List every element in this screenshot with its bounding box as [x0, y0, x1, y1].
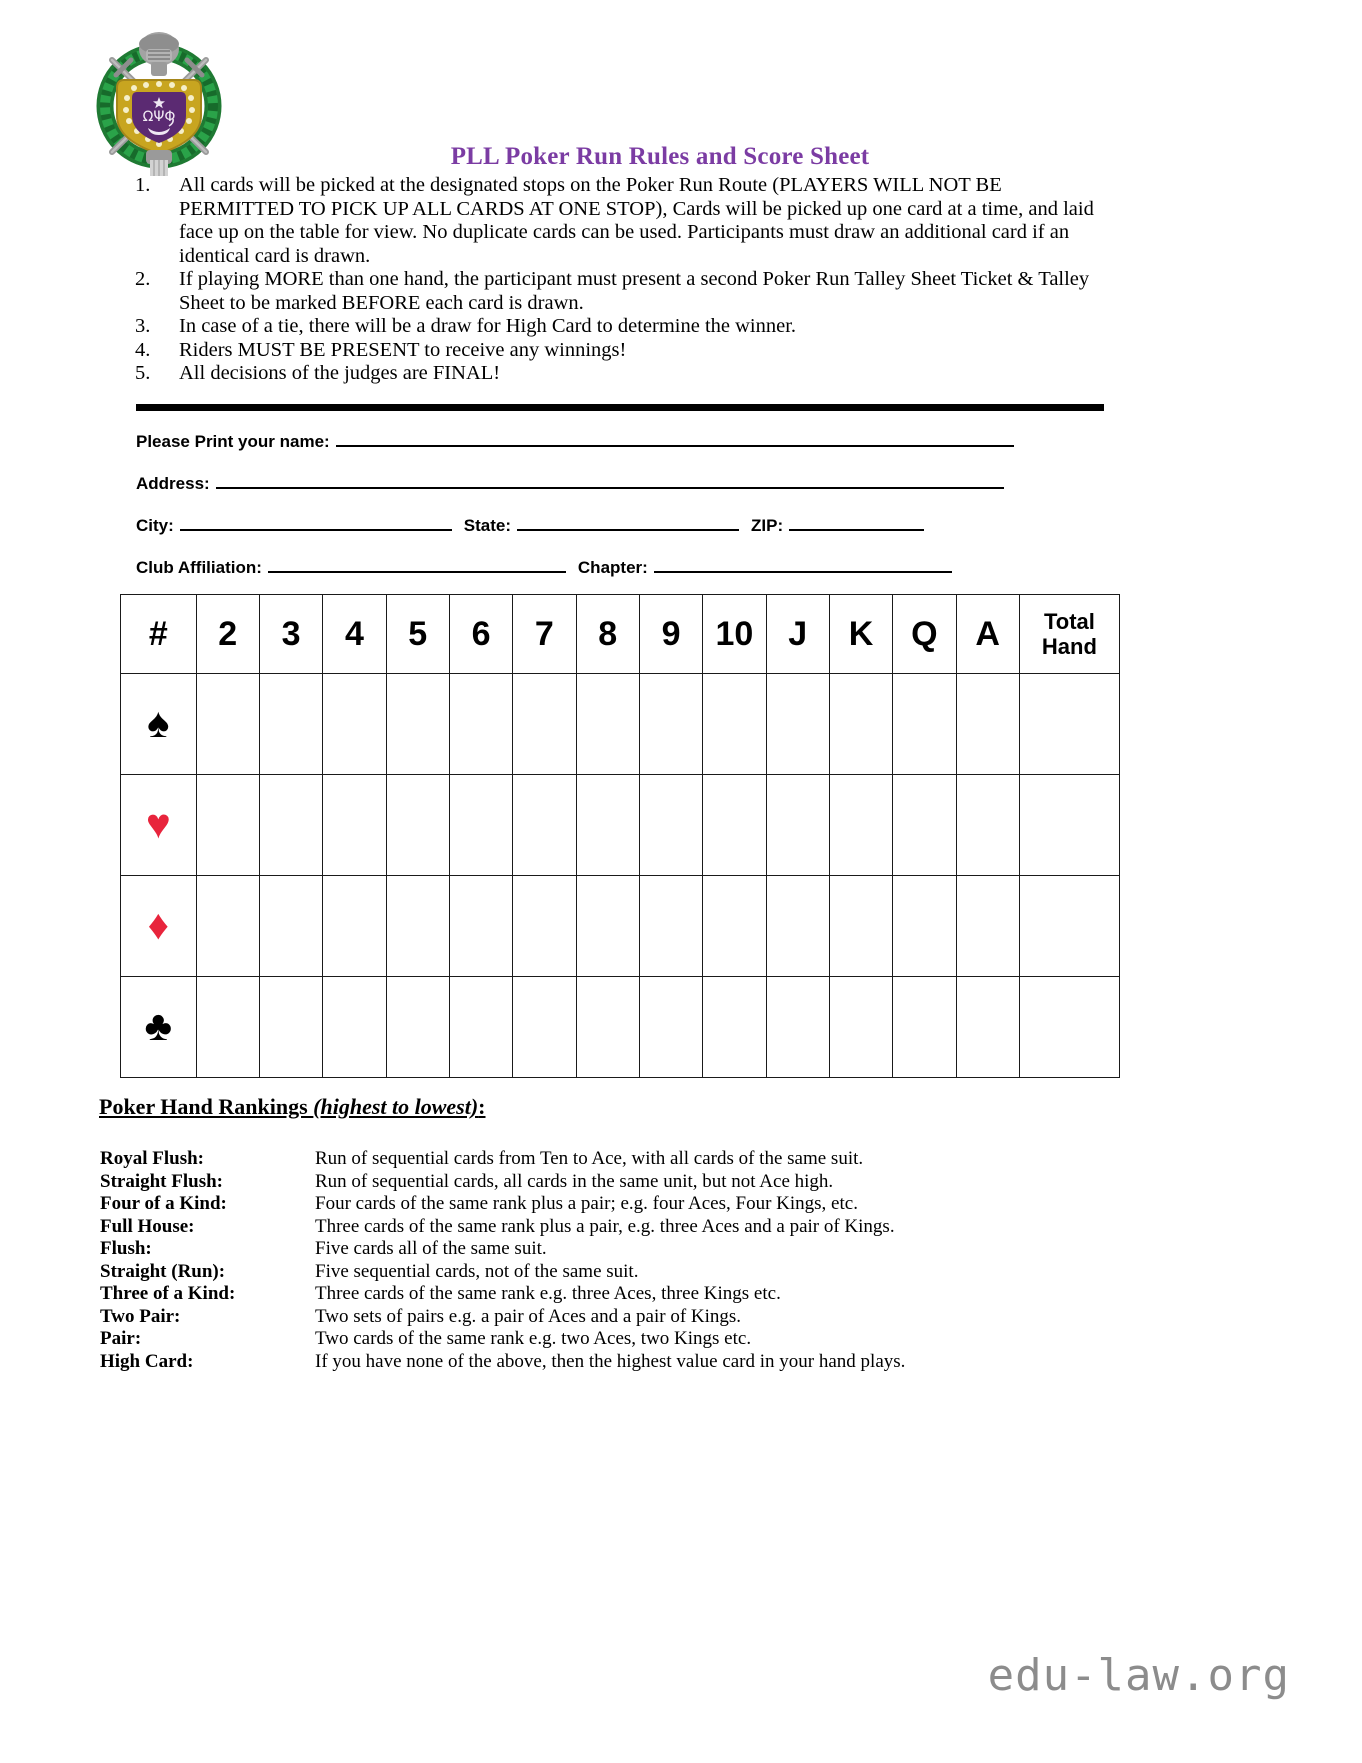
club-affiliation-label: Club Affiliation:	[136, 558, 262, 577]
score-cell[interactable]	[386, 876, 449, 977]
rank-name: Four of a Kind:	[100, 1193, 227, 1214]
header-cell-8: 8	[576, 595, 639, 674]
score-table	[120, 594, 1120, 1078]
score-cell[interactable]	[449, 775, 512, 876]
rankings-heading-tail: :	[478, 1094, 486, 1119]
rank-name: Flush:	[100, 1238, 152, 1259]
state-input[interactable]	[517, 514, 739, 531]
rank-description: Two cards of the same rank e.g. two Aces, two Kings etc.	[315, 1328, 752, 1349]
rule-number: 5.	[135, 362, 151, 384]
rules-list	[127, 174, 1105, 386]
total-label-line2: Hand	[1041, 634, 1097, 659]
rank-description: Three cards of the same rank e.g. three Aces, three Kings etc.	[315, 1283, 781, 1304]
header-cell-king: K	[829, 595, 892, 674]
list-item	[100, 1283, 1100, 1306]
header-cell-9: 9	[639, 595, 702, 674]
rule-text: All decisions of the judges are FINAL!	[179, 362, 501, 384]
club-affiliation-input[interactable]	[268, 556, 566, 573]
list-item	[100, 1171, 1100, 1194]
header-cell-ace: A	[956, 595, 1019, 674]
rule-text: If playing MORE than one hand, the participant must present a second Poker Run Talley Sheet Ticket & Talley Sheet to be marked BEFORE each card is drawn.	[179, 268, 1090, 314]
score-cell[interactable]	[576, 775, 639, 876]
header-cell-total-hand	[1019, 595, 1119, 674]
score-cell[interactable]	[956, 674, 1019, 775]
rank-name: Straight (Run):	[100, 1260, 226, 1282]
rule-item	[127, 174, 1105, 268]
score-cell[interactable]	[513, 775, 576, 876]
rule-text: In case of a tie, there will be a draw for High Card to determine the winner.	[179, 315, 797, 337]
score-table-header-row	[121, 595, 1120, 674]
score-cell[interactable]	[893, 775, 956, 876]
form-row-name	[136, 430, 1116, 472]
score-cell[interactable]	[829, 876, 892, 977]
score-cell[interactable]	[196, 876, 259, 977]
state-label: State:	[463, 516, 512, 535]
list-item	[100, 1148, 1100, 1171]
name-input[interactable]	[336, 430, 1014, 447]
header-cell-7: 7	[513, 595, 576, 674]
svg-text:ΩΨΦ: ΩΨΦ	[142, 109, 176, 125]
header-cell-hash: #	[121, 595, 197, 674]
list-item	[100, 1328, 1100, 1351]
score-cell[interactable]	[576, 674, 639, 775]
chapter-label: Chapter:	[577, 558, 648, 577]
rank-name: Straight Flush:	[100, 1170, 223, 1192]
list-item	[100, 1261, 1100, 1284]
score-cell[interactable]	[703, 876, 766, 977]
watermark: edu-law.org	[987, 1650, 1290, 1701]
rank-description: Run of sequential cards from Ten to Ace, with all cards of the same suit.	[315, 1148, 864, 1169]
rank-description: Run of sequential cards, all cards in the same unit, but not Ace high.	[315, 1170, 834, 1192]
score-cell[interactable]	[766, 775, 829, 876]
score-cell[interactable]	[893, 674, 956, 775]
zip-input[interactable]	[789, 514, 924, 531]
list-item	[100, 1238, 1100, 1261]
table-row	[121, 876, 1120, 977]
rankings-heading-italic: (highest to lowest)	[313, 1094, 479, 1119]
score-cell[interactable]	[196, 977, 259, 1078]
score-cell[interactable]	[766, 674, 829, 775]
score-cell[interactable]	[323, 674, 386, 775]
header-cell-3: 3	[259, 595, 322, 674]
score-cell[interactable]	[639, 674, 702, 775]
city-input[interactable]	[180, 514, 452, 531]
rank-description: Four cards of the same rank plus a pair; e.g. four Aces, Four Kings, etc.	[315, 1193, 858, 1214]
address-input[interactable]	[216, 472, 1004, 489]
score-cell[interactable]	[513, 876, 576, 977]
suit-cell-club: ♣	[121, 977, 197, 1078]
list-item	[100, 1306, 1100, 1329]
header-cell-2: 2	[196, 595, 259, 674]
address-label: Address:	[136, 474, 210, 493]
rule-item	[127, 362, 1105, 386]
score-cell[interactable]	[766, 876, 829, 977]
city-label: City:	[136, 516, 174, 535]
form-row-address	[136, 472, 1116, 514]
score-cell[interactable]	[956, 876, 1019, 977]
table-row	[121, 977, 1120, 1078]
rank-name: Three of a Kind:	[100, 1283, 236, 1304]
zip-label: ZIP:	[751, 516, 784, 535]
score-cell[interactable]	[386, 775, 449, 876]
score-cell[interactable]	[386, 674, 449, 775]
participant-form	[136, 430, 1116, 598]
rank-description: If you have none of the above, then the highest value card in your hand plays.	[315, 1350, 906, 1372]
poker-hand-rankings-list	[100, 1148, 1100, 1373]
rankings-heading-main: Poker Hand Rankings	[99, 1094, 314, 1119]
rule-text: Riders MUST BE PRESENT to receive any winnings!	[179, 338, 627, 361]
score-cell[interactable]	[449, 977, 512, 1078]
rule-number: 4.	[135, 338, 151, 361]
score-cell[interactable]	[829, 775, 892, 876]
rule-item	[127, 339, 1105, 363]
omega-psi-phi-crest-icon	[88, 18, 230, 176]
header-cell-6: 6	[449, 595, 512, 674]
header-cell-10: 10	[703, 595, 766, 674]
score-cell[interactable]	[893, 876, 956, 977]
score-cell[interactable]	[259, 876, 322, 977]
score-cell[interactable]	[829, 674, 892, 775]
list-item	[100, 1216, 1100, 1239]
rule-item	[127, 315, 1105, 339]
score-cell[interactable]	[576, 876, 639, 977]
rank-name: Royal Flush:	[100, 1148, 204, 1169]
score-cell[interactable]	[513, 977, 576, 1078]
name-label: Please Print your name:	[136, 432, 330, 451]
rank-name: High Card:	[100, 1350, 194, 1372]
score-cell[interactable]	[829, 977, 892, 1078]
rule-number: 2.	[135, 268, 151, 290]
section-divider	[136, 404, 1104, 411]
rankings-heading	[99, 1094, 486, 1120]
score-cell[interactable]	[323, 775, 386, 876]
rule-item	[127, 268, 1105, 315]
page-title: PLL Poker Run Rules and Score Sheet	[450, 143, 870, 170]
score-cell[interactable]	[196, 674, 259, 775]
total-hand-cell[interactable]	[1019, 876, 1119, 977]
rank-description: Five sequential cards, not of the same suit.	[315, 1260, 639, 1282]
suit-cell-spade: ♠	[121, 674, 197, 775]
total-hand-cell[interactable]	[1019, 674, 1119, 775]
suit-cell-heart: ♥	[121, 775, 197, 876]
score-cell[interactable]	[703, 977, 766, 1078]
rule-number: 3.	[135, 315, 151, 337]
rule-text: All cards will be picked at the designated stops on the Poker Run Route (PLAYERS WILL NOT BE PERMITTED TO PICK UP ALL CARDS AT ONE STOP), Cards will be picked up one card at a time, and laid face up on the table for view. No duplicate cards can be used. Participants must draw an additional card if an identical card is drawn.	[179, 174, 1094, 267]
score-cell[interactable]	[639, 876, 702, 977]
score-cell[interactable]	[639, 775, 702, 876]
score-cell[interactable]	[259, 674, 322, 775]
suit-cell-diamond: ♦	[121, 876, 197, 977]
form-row-city-state-zip	[136, 514, 1116, 556]
rank-description: Two sets of pairs e.g. a pair of Aces and a pair of Kings.	[315, 1305, 742, 1327]
form-row-club-chapter	[136, 556, 1116, 598]
list-item	[100, 1193, 1100, 1216]
score-cell[interactable]	[956, 775, 1019, 876]
score-cell[interactable]	[639, 977, 702, 1078]
score-cell[interactable]	[576, 977, 639, 1078]
score-cell[interactable]	[766, 977, 829, 1078]
rank-description: Three cards of the same rank plus a pair, e.g. three Aces and a pair of Kings.	[315, 1215, 895, 1237]
score-cell[interactable]	[513, 674, 576, 775]
score-cell[interactable]	[956, 977, 1019, 1078]
header-cell-jack: J	[766, 595, 829, 674]
score-cell[interactable]	[259, 977, 322, 1078]
score-cell[interactable]	[323, 977, 386, 1078]
score-cell[interactable]	[323, 876, 386, 977]
score-cell[interactable]	[703, 674, 766, 775]
rank-name: Full House:	[100, 1215, 195, 1237]
rank-description: Five cards all of the same suit.	[315, 1238, 547, 1259]
score-cell[interactable]	[893, 977, 956, 1078]
score-cell[interactable]	[386, 977, 449, 1078]
chapter-input[interactable]	[654, 556, 952, 573]
score-cell[interactable]	[449, 876, 512, 977]
header-cell-5: 5	[386, 595, 449, 674]
total-label-line1: Total	[1043, 609, 1095, 634]
total-hand-cell[interactable]	[1019, 977, 1119, 1078]
header-cell-queen: Q	[893, 595, 956, 674]
rank-name: Pair:	[100, 1328, 142, 1349]
table-row	[121, 674, 1120, 775]
header-cell-4: 4	[323, 595, 386, 674]
score-cell[interactable]	[259, 775, 322, 876]
rank-name: Two Pair:	[100, 1305, 181, 1327]
score-cell[interactable]	[196, 775, 259, 876]
rule-number: 1.	[135, 174, 151, 196]
table-row	[121, 775, 1120, 876]
score-cell[interactable]	[703, 775, 766, 876]
list-item	[100, 1351, 1100, 1374]
total-hand-cell[interactable]	[1019, 775, 1119, 876]
score-cell[interactable]	[449, 674, 512, 775]
